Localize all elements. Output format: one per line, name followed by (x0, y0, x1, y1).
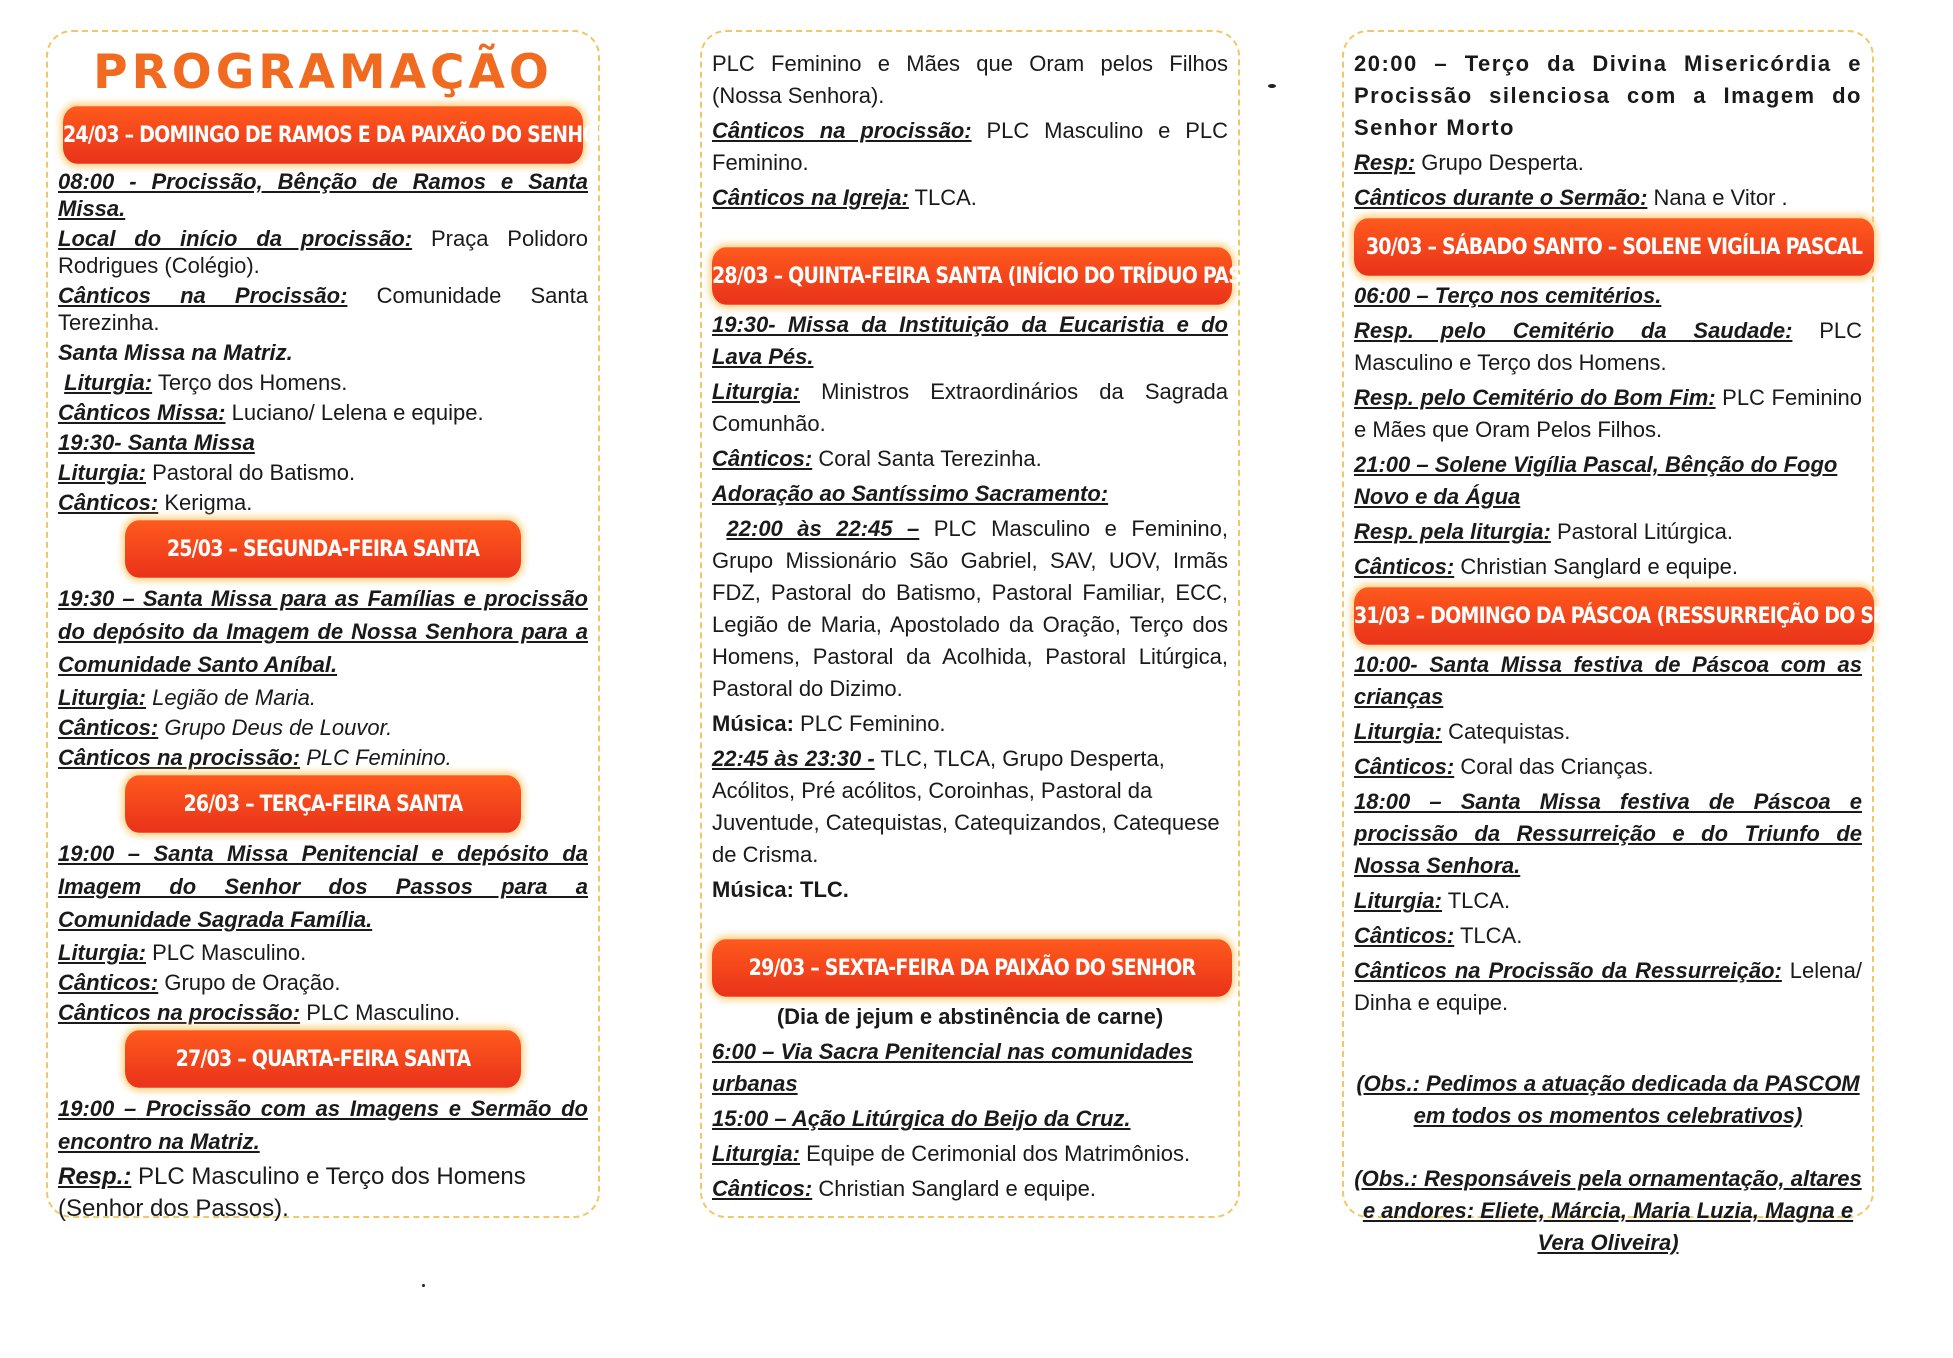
banner-27-03: 27/03 – QUARTA-FEIRA SANTA (125, 1030, 521, 1088)
info-line: Liturgia: PLC Masculino. (58, 940, 307, 965)
event-line: Santa Missa na Matriz. (58, 340, 293, 365)
info-line: Liturgia: Terço dos Homens. (64, 370, 348, 395)
info-line: Cânticos: Christian Sanglard e equipe. (1354, 554, 1738, 579)
speck-dot (1268, 84, 1276, 88)
info-line: Resp: Grupo Desperta. (1354, 150, 1584, 175)
info-line: Liturgia: Ministros Extraordinários da Sagrada Comunhão. (712, 379, 1228, 436)
info-line: Cânticos na procissão: PLC Feminino. (58, 745, 452, 770)
info-line: Cânticos na Procissão: Comunidade Santa Terezinha. (58, 283, 588, 335)
info-line: Resp. pelo Cemitério da Saudade: PLC Masculino e Terço dos Homens. (1354, 318, 1862, 375)
info-line: Liturgia: Pastoral do Batismo. (58, 460, 356, 485)
info-line: Resp. pela liturgia: Pastoral Litúrgica. (1354, 519, 1734, 544)
info-line: Cânticos Missa: Luciano/ Lelena e equipe. (58, 400, 484, 425)
info-line: 22:45 às 23:30 - TLC, TLCA, Grupo Desperta, Acólitos, Pré acólitos, Coroinhas, Pastoral da Juventude, Catequistas, Catequizandos, Catequese de Crisma. (712, 746, 1220, 867)
event-line: 20:00 – Terço da Divina Misericórdia e Procissão silenciosa com a Imagem do Senhor Morto (1354, 51, 1862, 140)
panel-middle (700, 30, 1288, 1218)
event-line: 06:00 – Terço nos cemitérios. (1354, 283, 1662, 308)
obs-note: (Obs.: Pedimos a atuação dedicada da PASCOM em todos os momentos celebrativos) (1356, 1071, 1860, 1128)
info-line: Cânticos: Kerigma. (58, 490, 253, 515)
event-line: 08:00 - Procissão, Bênção de Ramos e Santa Missa. (58, 169, 588, 221)
info-line: Cânticos na Igreja: TLCA. (712, 185, 977, 210)
info-line: Liturgia: TLCA. (1354, 888, 1511, 913)
banner-30-03: 30/03 – SÁBADO SANTO – SOLENE VIGÍLIA PASCAL (1354, 218, 1874, 276)
info-line: Cânticos durante o Sermão: Nana e Vitor . (1354, 185, 1788, 210)
info-line: Liturgia: Catequistas. (1354, 719, 1571, 744)
info-line: Cânticos na Procissão da Ressurreição: Lelena/ Dinha e equipe. (1354, 958, 1862, 1015)
obs-note: (Obs.: Responsáveis pela ornamentação, altares e andores: Eliete, Márcia, Maria Luzia, Magna e Vera Oliveira) (1354, 1166, 1862, 1255)
event-line: 19:30 – Santa Missa para as Famílias e procissão do depósito da Imagem de Nossa Senhora para a Comunidade Santo Aníbal. (58, 586, 588, 677)
info-line: 22:00 às 22:45 – PLC Masculino e Feminino, Grupo Missionário São Gabriel, SAV, UOV, Irmãs FDZ, Pastoral do Batismo, Pastoral Familiar, ECC, Legião de Maria, Apostolado da Oração, Terço dos Homens, Pastoral da Acolhida, Pastoral Litúrgica, Pastoral do Dizimo. (712, 516, 1229, 701)
info-line: Resp. pelo Cemitério do Bom Fim: PLC Feminino e Mães que Oram Pelos Filhos. (1354, 385, 1862, 442)
panel-right (1342, 30, 1953, 1255)
info-line: Música: TLC. (712, 877, 849, 902)
banner-29-03: 29/03 – SEXTA-FEIRA DA PAIXÃO DO SENHOR (712, 939, 1232, 997)
speck-dot (422, 1284, 425, 1287)
info-line: Cânticos na procissão: PLC Masculino e PLC Feminino. (712, 118, 1228, 175)
info-line: Cânticos na procissão: PLC Masculino. (58, 1000, 461, 1025)
event-line: 19:00 – Procissão com as Imagens e Sermão do encontro na Matriz. (58, 1096, 588, 1154)
event-line: 21:00 – Solene Vigília Pascal, Bênção do Fogo Novo e da Água (1354, 452, 1838, 509)
event-line: 15:00 – Ação Litúrgica do Beijo da Cruz. (712, 1106, 1131, 1131)
info-line: Cânticos: Coral Santa Terezinha. (712, 446, 1042, 471)
event-line: 6:00 – Via Sacra Penitencial nas comunidades urbanas (712, 1039, 1193, 1096)
panel-left (46, 30, 612, 1222)
banner-25-03: 25/03 – SEGUNDA-FEIRA SANTA (125, 520, 521, 578)
info-line: Resp.: PLC Masculino e Terço dos Homens (Senhor dos Passos). (58, 1163, 526, 1222)
event-line: Adoração ao Santíssimo Sacramento: (712, 481, 1109, 506)
event-line: 19:30- Santa Missa (58, 430, 255, 455)
info-line: Local do início da procissão: Praça Polidoro Rodrigues (Colégio). (58, 226, 588, 278)
event-line: 19:30- Missa da Instituição da Eucaristia e do Lava Pés. (712, 312, 1228, 369)
banner-24-03: 24/03 – DOMINGO DE RAMOS E DA PAIXÃO DO SENHOR (63, 106, 583, 164)
info-line: Cânticos: TLCA. (1354, 923, 1523, 948)
info-line: Cânticos: Coral das Crianças. (1354, 754, 1654, 779)
info-line: Cânticos: Grupo Deus de Louvor. (58, 715, 393, 740)
page-title: PROGRAMAÇÃO (93, 45, 553, 100)
event-line: 10:00- Santa Missa festiva de Páscoa com as crianças (1354, 652, 1862, 709)
banner-28-03: 28/03 – QUINTA-FEIRA SANTA (INÍCIO DO TRÍDUO PASCAL) (712, 247, 1232, 305)
banner-26-03: 26/03 – TERÇA-FEIRA SANTA (125, 775, 521, 833)
info-line: PLC Feminino e Mães que Oram pelos Filhos (Nossa Senhora). (712, 51, 1228, 108)
info-line: Cânticos: Grupo de Oração. (58, 970, 341, 995)
event-line: 18:00 – Santa Missa festiva de Páscoa e procissão da Ressurreição e do Triunfo de Nossa Senhora. (1354, 789, 1862, 878)
info-line: Liturgia: Legião de Maria. (58, 685, 316, 710)
note-line: (Dia de jejum e abstinência de carne) (776, 1004, 1164, 1029)
banner-31-03: 31/03 – DOMINGO DA PÁSCOA (RESSURREIÇÃO DO SENHOR) (1354, 587, 1874, 645)
info-line: Cânticos: Christian Sanglard e equipe. (712, 1176, 1096, 1201)
info-line: Liturgia: Equipe de Cerimonial dos Matrimônios. (712, 1141, 1191, 1166)
info-line: Música: PLC Feminino. (712, 711, 946, 736)
event-line: 19:00 – Santa Missa Penitencial e depósito da Imagem do Senhor dos Passos para a Comunidade Sagrada Família. (58, 841, 588, 932)
